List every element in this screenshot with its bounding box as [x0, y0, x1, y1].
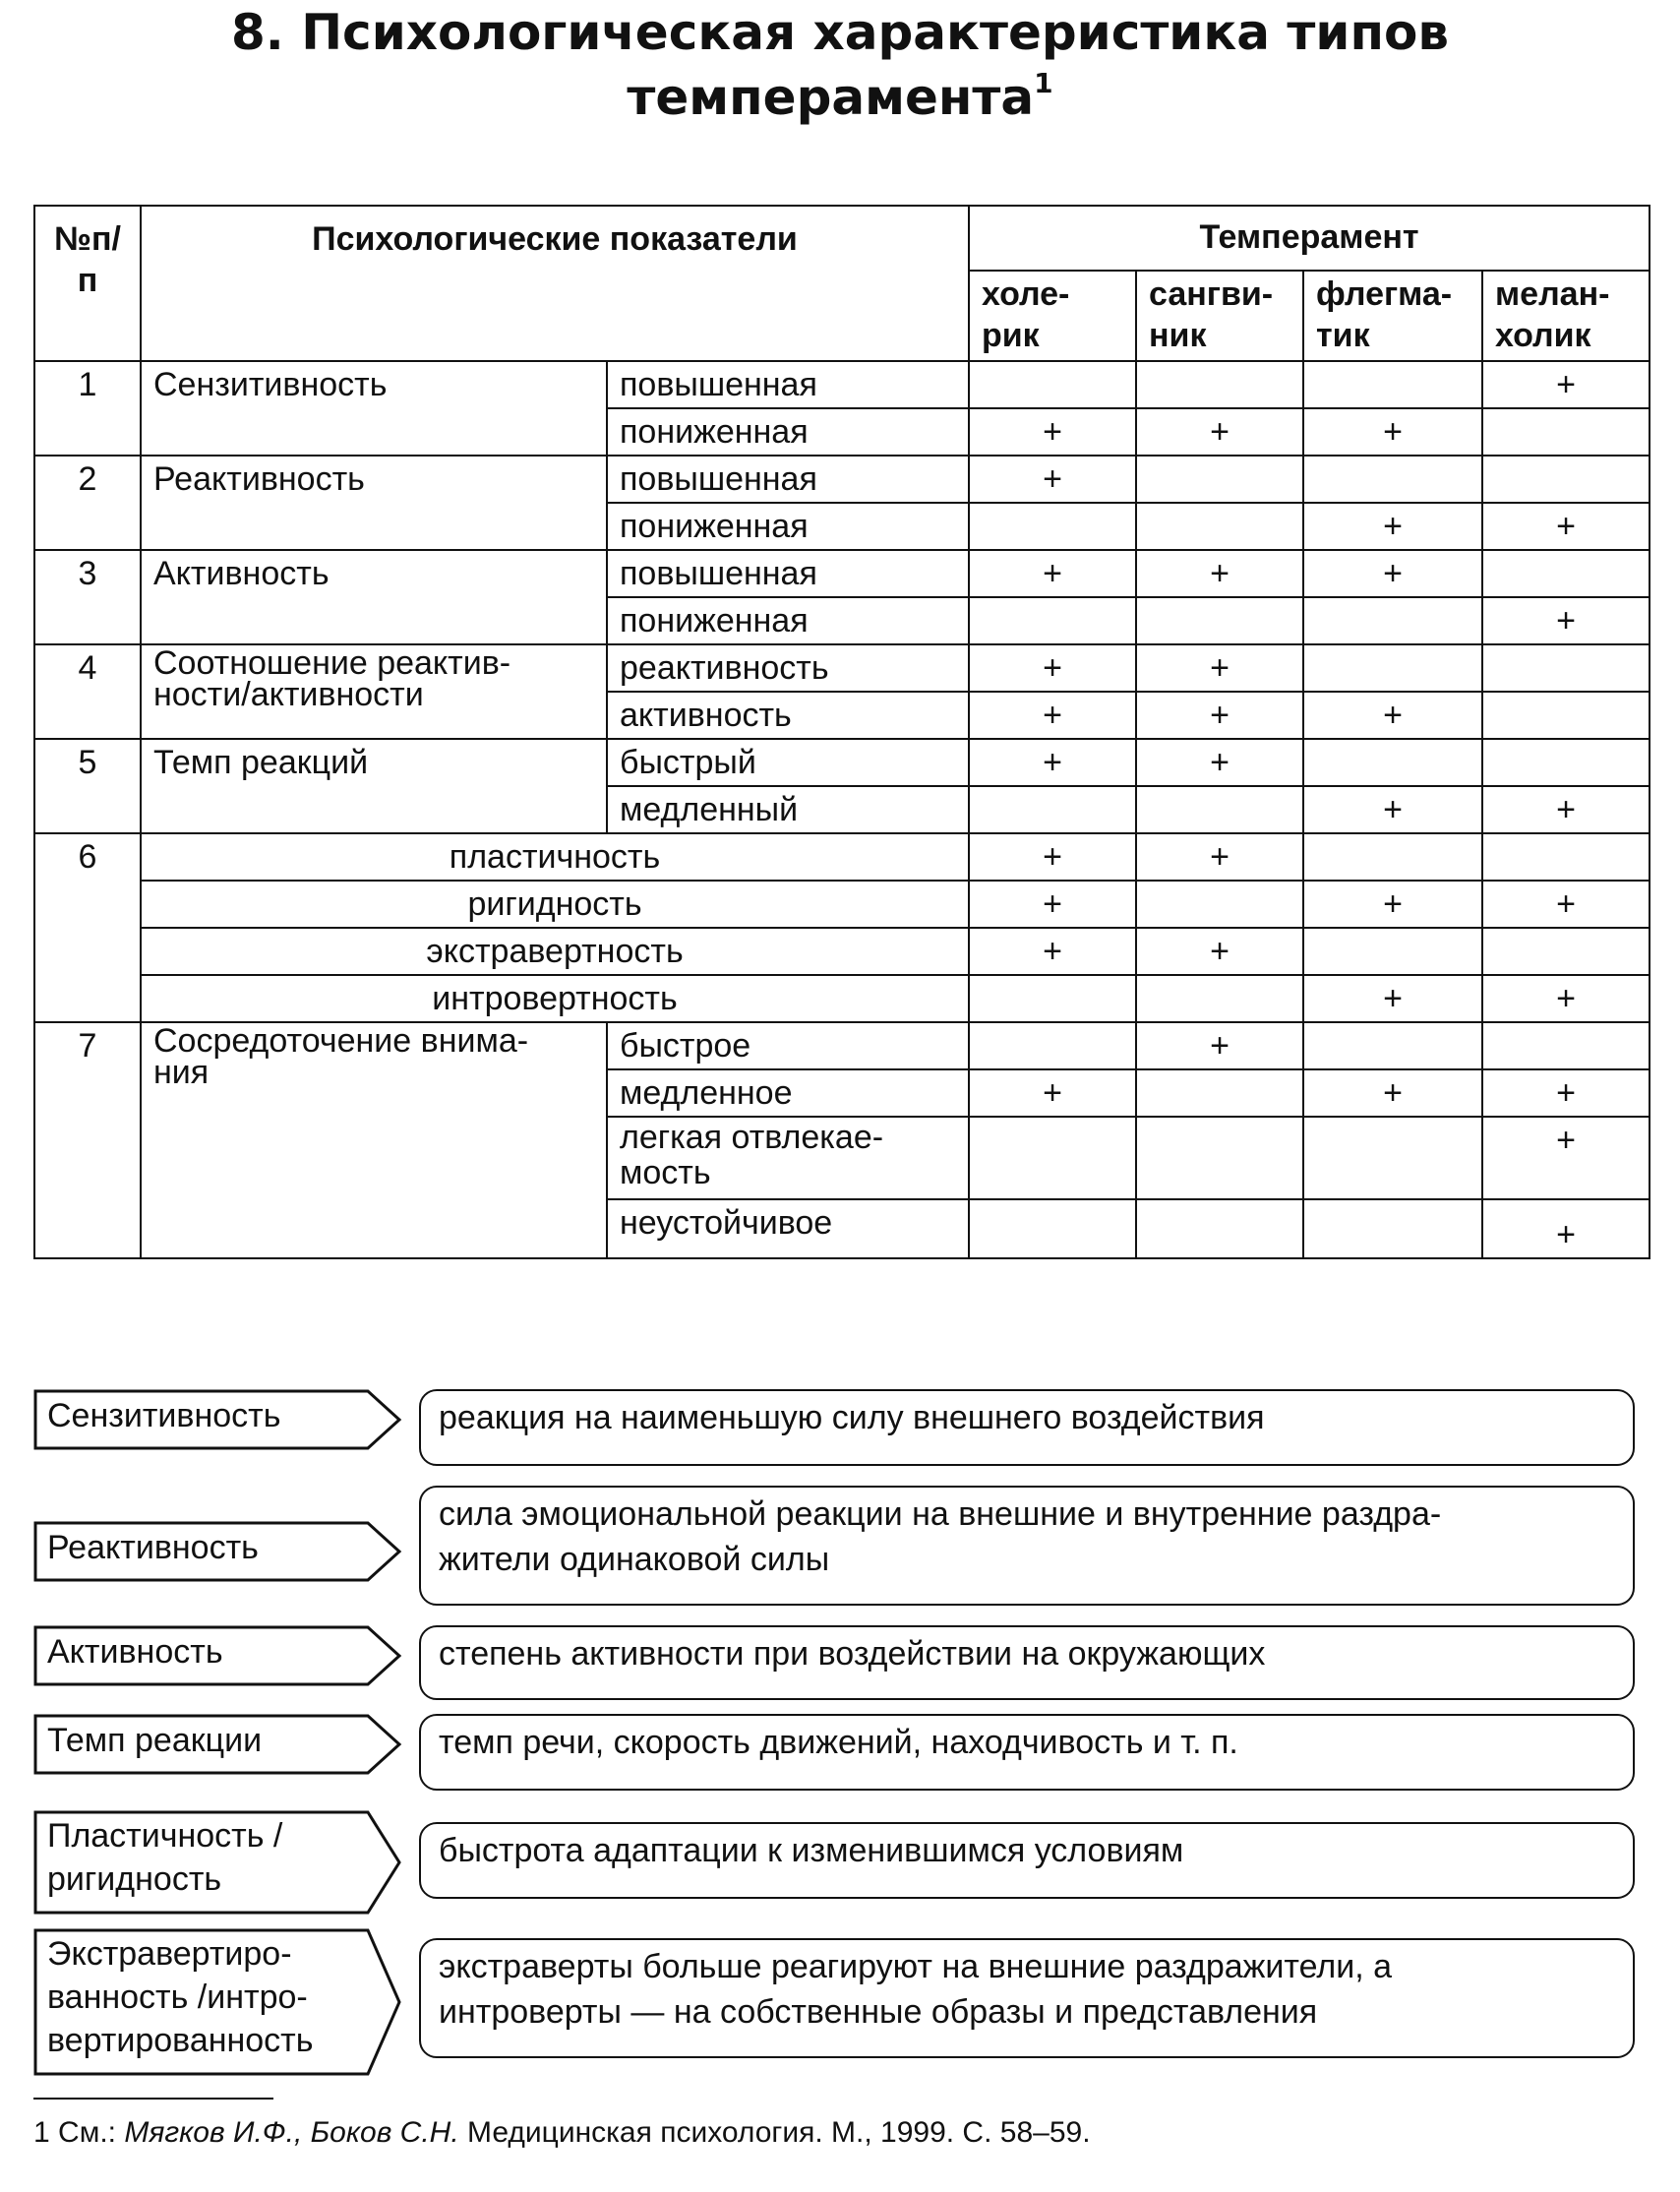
plus-mark: + [1556, 602, 1576, 639]
table-row [34, 833, 1650, 881]
mark-cell [1303, 1117, 1482, 1199]
plus-mark: + [1383, 1074, 1403, 1112]
plus-mark: + [1210, 838, 1230, 876]
definition-term-text: Активность [47, 1633, 223, 1671]
plus-mark: + [1210, 697, 1230, 734]
mark-cell [1303, 928, 1482, 975]
mark-cell [1482, 456, 1650, 503]
mark-cell [1136, 597, 1303, 644]
table-row [34, 975, 1650, 1022]
plus-mark: + [1383, 555, 1403, 592]
footnote-prefix: См.: [58, 2116, 125, 2149]
indicator-name: Темп реакций [141, 739, 607, 833]
definition-description: реакция на наименьшую силу внешнего воздействия [419, 1389, 1635, 1466]
mark-cell [1136, 408, 1303, 456]
footnote-ref: 1 [1034, 67, 1053, 99]
indicator-level: быстрый [607, 739, 969, 786]
indicator-level: повышенная [607, 456, 969, 503]
definition-term-text: Пластичность / ригидность [47, 1817, 283, 1898]
mark-cell [1136, 833, 1303, 881]
header-type: холе- рик [969, 271, 1136, 361]
mark-cell [1482, 1069, 1650, 1117]
table-row [34, 928, 1650, 975]
plus-mark: + [1556, 366, 1576, 403]
header-num: №п/п [34, 206, 141, 361]
mark-cell [969, 881, 1136, 928]
title-line-2 [0, 65, 1680, 130]
definition-description: темп речи, скорость движений, находчивость и т. п. [419, 1714, 1635, 1791]
row-number: 1 [34, 361, 141, 456]
indicator-name: интровертность [141, 975, 969, 1022]
definition-description: быстрота адаптации к изменившимся условиям [419, 1822, 1635, 1899]
mark-cell [1482, 692, 1650, 739]
page-title [0, 0, 1680, 130]
indicator-level: пониженная [607, 597, 969, 644]
mark-cell [1482, 408, 1650, 456]
mark-cell [1136, 881, 1303, 928]
mark-cell [969, 739, 1136, 786]
plus-mark: + [1210, 555, 1230, 592]
indicator-level: медленный [607, 786, 969, 833]
table-row [34, 644, 1650, 692]
definition-description: экстраверты больше реагируют на внешние раздражители, а интроверты — на собственные образы и представления [419, 1938, 1635, 2058]
mark-cell [1136, 550, 1303, 597]
mark-cell [969, 1069, 1136, 1117]
mark-cell [1303, 503, 1482, 550]
footnote [33, 2113, 1091, 2153]
definition-term-text: Реактивность [47, 1529, 259, 1566]
plus-mark: + [1043, 838, 1062, 876]
definition-term-text: Экстравертиро- ванность /интро- вертированность [47, 1935, 314, 2059]
mark-cell [1136, 456, 1303, 503]
mark-cell [1303, 692, 1482, 739]
mark-cell [1482, 1022, 1650, 1069]
mark-cell [969, 550, 1136, 597]
plus-mark: + [1043, 933, 1062, 970]
mark-cell [1482, 881, 1650, 928]
definition-term-text: Сензитивность [47, 1397, 281, 1434]
mark-cell [1303, 456, 1482, 503]
indicator-name: Сензитивность [141, 361, 607, 456]
definition-description: степень активности при воздействии на окружающих [419, 1625, 1635, 1700]
mark-cell [1303, 550, 1482, 597]
footnote-authors: Мягков И.Ф., Боков С.Н. [124, 2116, 459, 2149]
indicator-level: повышенная [607, 550, 969, 597]
plus-mark: + [1383, 980, 1403, 1017]
mark-cell [1482, 928, 1650, 975]
mark-cell [1136, 928, 1303, 975]
indicator-level: пониженная [607, 408, 969, 456]
plus-mark: + [1383, 885, 1403, 923]
mark-cell [969, 833, 1136, 881]
mark-cell [969, 1199, 1136, 1258]
definition-term [33, 1810, 403, 1911]
plus-mark: + [1210, 933, 1230, 970]
definition-term [33, 1389, 403, 1446]
mark-cell [969, 597, 1136, 644]
table-row [34, 550, 1650, 597]
plus-mark: + [1043, 697, 1062, 734]
indicator-level: реактивность [607, 644, 969, 692]
mark-cell [1136, 1117, 1303, 1199]
mark-cell [1482, 361, 1650, 408]
row-number: 2 [34, 456, 141, 550]
plus-mark: + [1210, 744, 1230, 781]
mark-cell [1136, 1069, 1303, 1117]
definition-term [33, 1521, 403, 1578]
plus-mark: + [1043, 460, 1062, 498]
indicator-level: легкая отвлекае- мость [607, 1117, 969, 1199]
indicator-level: пониженная [607, 503, 969, 550]
plus-mark: + [1556, 980, 1576, 1017]
indicator-level: активность [607, 692, 969, 739]
mark-cell [1482, 644, 1650, 692]
mark-cell [1482, 1199, 1650, 1258]
mark-cell [1482, 503, 1650, 550]
mark-cell [1136, 739, 1303, 786]
header-type: флегма- тик [1303, 271, 1482, 361]
plus-mark: + [1043, 744, 1062, 781]
mark-cell [969, 692, 1136, 739]
mark-cell [969, 786, 1136, 833]
mark-cell [1482, 550, 1650, 597]
definition-term [33, 1625, 403, 1682]
plus-mark: + [1556, 1122, 1576, 1159]
indicator-level: неустойчивое [607, 1199, 969, 1258]
mark-cell [969, 408, 1136, 456]
indicator-name: Сосредоточение внима- ния [141, 1022, 607, 1258]
mark-cell [1482, 786, 1650, 833]
plus-mark: + [1556, 1074, 1576, 1112]
plus-mark: + [1556, 1216, 1576, 1253]
mark-cell [1136, 692, 1303, 739]
mark-cell [1136, 975, 1303, 1022]
mark-cell [1303, 1069, 1482, 1117]
indicator-name: экстравертность [141, 928, 969, 975]
table-row [34, 1022, 1650, 1069]
mark-cell [1303, 597, 1482, 644]
plus-mark: + [1383, 508, 1403, 545]
header-temperament: Темперамент [969, 206, 1650, 271]
indicator-level: повышенная [607, 361, 969, 408]
mark-cell [1482, 597, 1650, 644]
mark-cell [1303, 786, 1482, 833]
row-number: 4 [34, 644, 141, 739]
table-row [34, 739, 1650, 786]
mark-cell [1303, 1022, 1482, 1069]
title-line-1: 8. Психологическая характеристика типов [231, 4, 1449, 61]
mark-cell [1303, 644, 1482, 692]
mark-cell [1482, 1117, 1650, 1199]
mark-cell [969, 1117, 1136, 1199]
row-number: 7 [34, 1022, 141, 1258]
indicator-name: ригидность [141, 881, 969, 928]
plus-mark: + [1383, 697, 1403, 734]
plus-mark: + [1043, 885, 1062, 923]
header-type: мелан- холик [1482, 271, 1650, 361]
definition-description: сила эмоциональной реакции на внешние и внутренние раздра- жители одинаковой силы [419, 1486, 1635, 1606]
mark-cell [969, 456, 1136, 503]
plus-mark: + [1043, 555, 1062, 592]
plus-mark: + [1383, 791, 1403, 828]
mark-cell [1482, 833, 1650, 881]
mark-cell [1303, 361, 1482, 408]
table-row [34, 456, 1650, 503]
table-row [34, 361, 1650, 408]
plus-mark: + [1383, 413, 1403, 451]
mark-cell [969, 361, 1136, 408]
mark-cell [1303, 975, 1482, 1022]
row-number: 5 [34, 739, 141, 833]
indicator-name: Соотношение реактив- ности/активности [141, 644, 607, 739]
mark-cell [1136, 644, 1303, 692]
mark-cell [1136, 786, 1303, 833]
plus-mark: + [1210, 649, 1230, 687]
mark-cell [1482, 739, 1650, 786]
definition-term-text: Темп реакции [47, 1722, 263, 1759]
mark-cell [1303, 833, 1482, 881]
plus-mark: + [1556, 885, 1576, 923]
mark-cell [969, 644, 1136, 692]
footnote-source: Медицинская психология. М., 1999. С. 58–59. [458, 2116, 1091, 2149]
mark-cell [1482, 975, 1650, 1022]
mark-cell [1136, 503, 1303, 550]
plus-mark: + [1210, 413, 1230, 451]
mark-cell [1303, 408, 1482, 456]
header-indicators: Психологические показатели [141, 206, 969, 361]
indicator-name: Активность [141, 550, 607, 644]
plus-mark: + [1043, 1074, 1062, 1112]
plus-mark: + [1556, 508, 1576, 545]
temperament-table [33, 205, 1650, 1259]
indicator-level: медленное [607, 1069, 969, 1117]
footnote-divider [33, 2098, 273, 2100]
title-word: темперамента [627, 69, 1035, 126]
footnote-mark: 1 [33, 2116, 50, 2149]
mark-cell [969, 928, 1136, 975]
plus-mark: + [1210, 1027, 1230, 1065]
mark-cell [1136, 1199, 1303, 1258]
indicator-level: быстрое [607, 1022, 969, 1069]
mark-cell [969, 503, 1136, 550]
plus-mark: + [1043, 649, 1062, 687]
definition-term [33, 1928, 403, 2072]
mark-cell [969, 1022, 1136, 1069]
mark-cell [1303, 739, 1482, 786]
table-row [34, 881, 1650, 928]
mark-cell [1136, 1022, 1303, 1069]
indicator-name: пластичность [141, 833, 969, 881]
mark-cell [969, 975, 1136, 1022]
definition-term [33, 1714, 403, 1771]
row-number: 3 [34, 550, 141, 644]
plus-mark: + [1043, 413, 1062, 451]
mark-cell [1136, 361, 1303, 408]
row-number: 6 [34, 833, 141, 1022]
indicator-name: Реактивность [141, 456, 607, 550]
mark-cell [1303, 881, 1482, 928]
header-type: сангви- ник [1136, 271, 1303, 361]
mark-cell [1303, 1199, 1482, 1258]
plus-mark: + [1556, 791, 1576, 828]
